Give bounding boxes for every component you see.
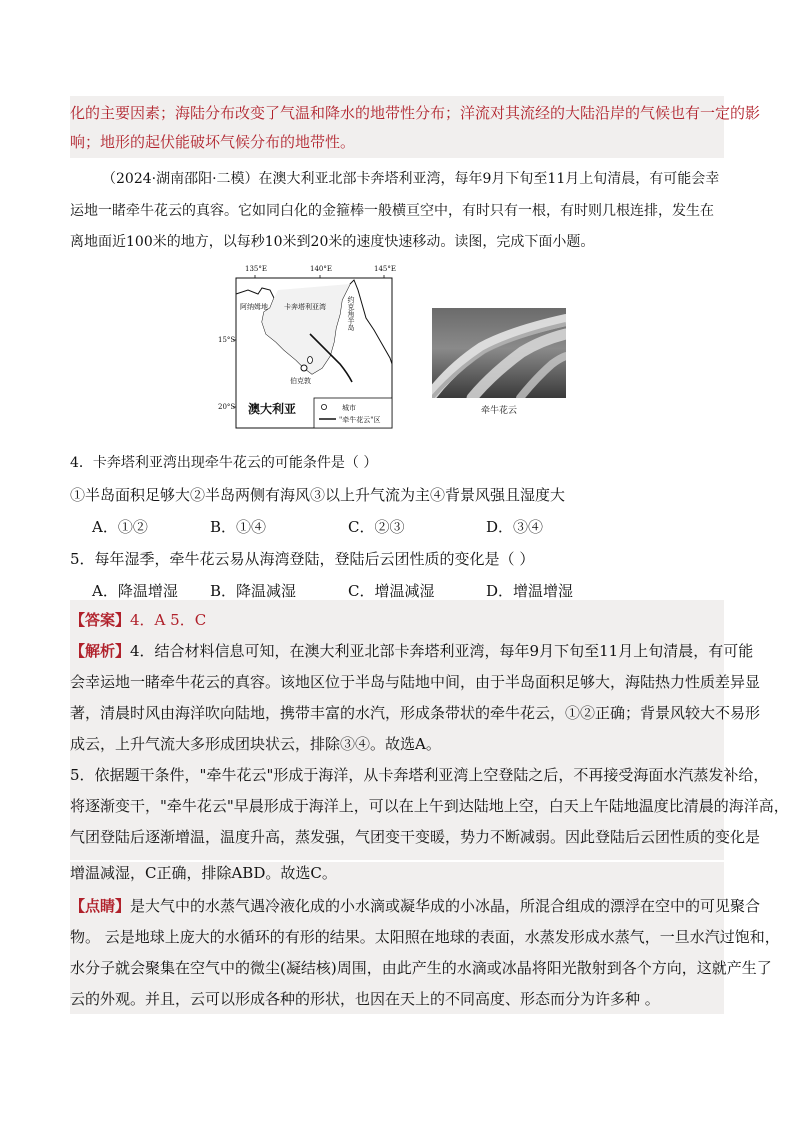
legend-city-label: 城市 — [342, 404, 356, 412]
question-4-option-a: A．①② — [92, 518, 148, 536]
label-city-burketown: 伯克敦 — [290, 377, 311, 385]
photo-caption: 牵牛花云 — [480, 406, 517, 416]
analysis-label: 【解析】 — [70, 642, 131, 660]
question-5-stem: 5．每年湿季，牵牛花云易从海湾登陆，登陆后云团性质的变化是（ ） — [70, 550, 535, 568]
analysis-line-3: 著，清晨时风由海洋吹向陆地，携带丰富的水汽，形成条带状的牵牛花云，①②正确；背景风较大不易形 — [70, 704, 761, 722]
analysis-line-7: 气团登陆后逐渐增温，温度升高，蒸发强，气团变干变暖，势力不断减弱。因此登陆后云团性质的变化是 — [70, 828, 761, 846]
answer-text: 4．A 5．C — [130, 611, 207, 629]
question-4-conditions: ①半岛面积足够大②半岛两侧有海风③以上升气流为主④背景风强且湿度大 — [70, 486, 566, 504]
tip-block — [70, 886, 780, 1014]
lat-label-20: 20°S — [218, 403, 236, 411]
tip-line-3: 水分子就会聚集在空气中的微尘(凝结核)周围，由此产生的水滴或冰晶将阳光散射到各个方向，这就产生了 — [70, 959, 772, 977]
question-5-option-b: B．降温减湿 — [210, 582, 297, 600]
question-4-stem: 4．卡奔塔利亚湾出现牵牛花云的可能条件是（ ） — [70, 455, 378, 471]
answer-analysis-block — [70, 600, 789, 860]
intro-line-1: （2024·湖南邵阳·二模）在澳大利亚北部卡奔塔利亚湾，每年9月下旬至11月上旬清晨，有可能会幸 — [102, 171, 720, 187]
label-arnhem: 阿纳姆地 — [240, 303, 268, 311]
question-5-option-a: A．降温增湿 — [92, 582, 178, 600]
analysis-line-4: 成云，上升气流大多形成团块状云，排除③④。故选A。 — [70, 735, 441, 753]
label-gulf: 卡奔塔利亚湾 — [284, 303, 326, 311]
tip-line-2: 物。 云是地球上庞大的水循环的有形的结果。太阳照在地球的表面，水蒸发形成水蒸气，一旦水汽过饱和， — [70, 928, 780, 946]
previous-answer-block — [70, 96, 761, 158]
analysis-line-6: 将逐渐变干，"牵牛花云"早晨形成于海洋上，可以在上午到达陆地上空，白天上午陆地温度比清晨的海洋高， — [70, 797, 789, 815]
intro-line-2: 运地一睹牵牛花云的真容。它如同白化的金箍棒一般横亘空中，有时只有一根，有时则几根连排，发生在 — [70, 203, 714, 219]
answer-label: 【答案】 — [70, 611, 131, 629]
tip-text-1: 是大气中的水蒸气遇冷液化成的小水滴或凝华成的小冰晶，所混合组成的漂浮在空中的可见聚合 — [130, 897, 761, 915]
question-4-option-d: D．③④ — [486, 518, 544, 536]
tip-line-4: 云的外观。并且，云可以形成各种的形状，也因在天上的不同高度、形态而分为许多种 。 — [70, 990, 660, 1008]
label-australia: 澳大利亚 — [248, 402, 297, 416]
lon-label-135: 135°E — [245, 265, 267, 273]
previous-answer-line-2: 响；地形的起伏能破坏气候分布的地带性。 — [70, 133, 356, 151]
question-5-option-c: C．增温减湿 — [348, 582, 435, 600]
analysis-line-1 — [70, 640, 753, 661]
lon-label-140: 140°E — [310, 265, 332, 273]
analysis-line-5: 5．依据题干条件，"牵牛花云"形成于海洋，从卡奔塔利亚湾上空登陆之后，不再接受海面水汽蒸发补给， — [70, 766, 769, 784]
lon-label-145: 145°E — [374, 265, 396, 273]
intro-line-3: 离地面近100米的地方，以每秒10米到20米的速度快速移动。读图，完成下面小题。 — [70, 234, 595, 250]
australia-map — [218, 264, 398, 432]
analysis-line-8: 增温减湿，C正确，排除ABD。故选C。 — [70, 862, 724, 886]
lat-label-15: 15°S — [218, 336, 236, 344]
question-5-option-d: D．增温增湿 — [486, 582, 574, 600]
tip-label: 【点睛】 — [70, 897, 131, 915]
legend-zone-label: "牵牛花云"区 — [339, 416, 381, 424]
label-cape-york: 约克角半岛 — [347, 296, 355, 331]
tip-line-1 — [70, 895, 760, 916]
question-4-option-b: B．①④ — [210, 518, 267, 536]
analysis-text-1: 4．结合材料信息可知，在澳大利亚北部卡奔塔利亚湾，每年9月下旬至11月上旬清晨，有可能 — [130, 642, 754, 660]
morning-glory-cloud-photo — [432, 308, 566, 398]
analysis-line-2: 会幸运地一睹牵牛花云的真容。该地区位于半岛与陆地中间，由于半岛面积足够大，海陆热力性质差异显 — [70, 673, 761, 691]
question-4-option-c: C．②③ — [348, 518, 405, 536]
previous-answer-line-1: 化的主要因素；海陆分布改变了气温和降水的地带性分布；洋流对其流经的大陆沿岸的气候也有一定的影 — [70, 104, 761, 122]
answer-line — [70, 609, 206, 630]
